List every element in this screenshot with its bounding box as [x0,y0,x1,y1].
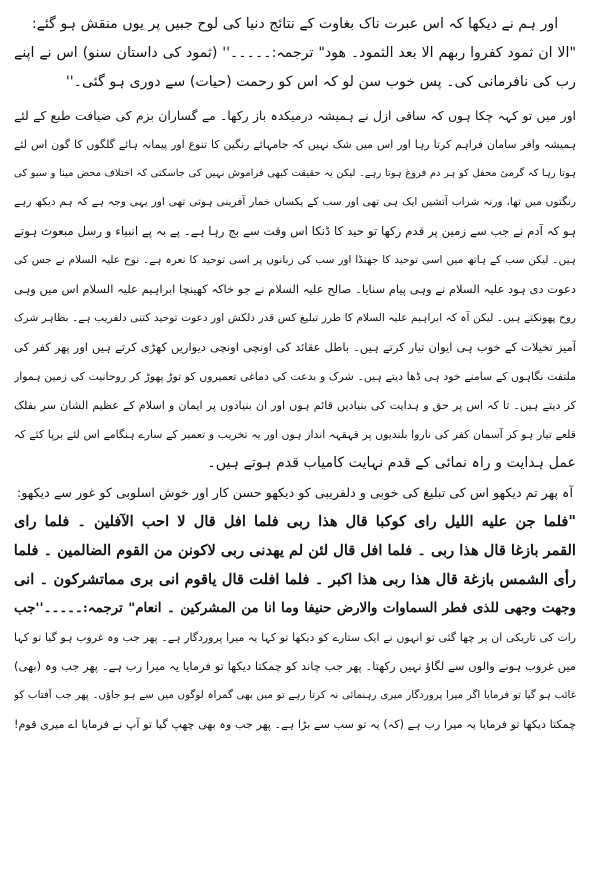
text-line: آہ پھر تم دیکھو اس کی تبلیغ کی خوبی و دلفریبی کو دیکھو حسن کار اور خوش اسلوبی کو غور سے دیکھو: [16,485,574,500]
text-line: غائب ہو گیا تو فرمایا اگر میرا پروردگار میری رہنمائی نہ کرتا رہے تو میں بھی گمراہ لوگوں میں سے ہو جاؤں۔ پھر جب آفتاب کو [14,689,576,701]
text-line: ہوتا رہا کہ گرمیٔ محفل کو ہر دم فروغ ہوتا رہے۔ لیکن یہ حقیقت کبھی فراموش نہیں کی جاسکتی کہ اختلاف محض مینا و سبو کی [14,168,576,179]
arabic-verse-line: وجهت وجهى للذى فطر السماوات والارض حنيفا وما انا من المشركين ۔ انعام" ترجمہ:۔۔۔۔۔''جب [14,600,576,616]
text-line: کر دیتے ہیں۔ تا کہ اس پر حق و ہدایت کی بنیادیں قائم ہوں اور ان بنیادوں پر ایمان و اسلام کے عظیم الشان سر بفلک [14,399,576,412]
text-line: رات کی تاریکی ان پر چھا گئی تو انہوں نے ایک ستارے کو دیکھا تو کہا یہ میرا پروردگار ہے۔ پھر جب وہ غروب ہو گیا تو کہا [14,631,576,644]
text-line: آمیز تخیلات کے خوب ہی ایوان تیار کرتے ہیں۔ باطل عقائد کی اونچی اونچی دیواریں کھڑی کرتے ہیں اور پھر کفر کی [14,340,576,354]
text-line: ہو کہ آدم نے جب سے زمین پر قدم رکھا تو حید کا ڈنکا اس وقت سے بج رہا ہے۔ پے بہ پے انبیاء و رسل مبعوث ہوتے [14,224,576,238]
text-line: میں غروب ہونے والوں سے لگاؤ نہیں رکھتا۔ پھر جب چاند کو چمکتا دیکھا تو فرمایا یہ میرا رب ہے۔ پھر جب وہ (بھی) [14,659,576,673]
arabic-verse-line: رأى الشمس بازغة قال هذا ربى هذا اكبر ۔ فلما افلت قال ياقوم انى برى مماتشركون ۔ انى [14,571,576,588]
text-line: ملتفت نگاہوں کے سامنے خود ہی ڈھا دیتے ہیں۔ شرک و بدعت کی دماغی تعمیروں کو توڑ پھوڑ کر روحانیت کی زمین ہموار [14,370,576,383]
arabic-verse-line: القمر بازغا قال هذا ربى ۔ فلما افل قال لئن لم يهدنى ربى لاكونن من القوم الضالمين ۔ فلما [14,542,576,559]
arabic-verse-line: "فلما جن عليه الليل راى كوكبا قال هذا ربى فلما افل قال لا احب الآفلين ۔ فلما راى [14,513,576,530]
text-line: اور میں تو کہہ چکا ہوں کہ ساقی ازل نے ہمیشہ درمیکدہ باز رکھا۔ مے گساران بزم کی ضیافت طبع کے لئے [14,108,576,123]
text-line: رنگتوں میں تھا، ورنہ شراب آتشیں ایک ہی تھی اور سب کے یکساں خمار آفرینی ہوتی تھی اور یہی وجہ ہے کہ ہم دیکھ رہے [14,196,576,208]
text-line: ہمیشہ وافر سامان فراہم کرتا رہا اور اس میں شک نہیں کہ جامہائے رنگین کا تنوع اور پیمانہ ہائے گلگوں کا گون اس لئے [14,138,576,151]
text-line: رب کی نافرمانی کی۔ پس خوب سن لو کہ اس کو رحمت (حیات) سے دوری ہو گئی۔'' [65,74,576,90]
text-line: "الا ان ثمود کفروا ربهم الا بعد الثمود۔ هود" ترجمہ:۔۔۔۔۔'' (ثمود کی داستان سنو) اس نے اپنے [14,45,576,61]
text-line: قلعے تیار ہو کر آسمان کفر کی ناروا بلندیوں پر قہقہہ انداز ہوں اور یہ تخریب و تعمیر کے سارے ہنگامے اس لئے برپا کئے کہ [14,428,576,441]
text-line: دعوت دی ہود علیہ السلام نے وہی پیام سنایا۔ صالح علیہ السلام نے جو خاکہ کھینچا ابراہیم علیہ السلام اس میں وہی [14,282,576,296]
text-line: روح پھونکتے ہیں۔ لیکن آہ کہ ابراہیم علیہ السلام کا طرز تبلیغ کس قدر دلکش اور دعوت توحید کتنی دلفریب ہے۔ بظاہر شرک [14,312,576,324]
text-line: اور ہم نے دیکھا کہ اس عبرت ناک بغاوت کے نتائج دنیا کی لوح جبیں پر یوں منقش ہو گئے: [31,16,559,32]
text-line: ہیں۔ لیکن سب کے ہاتھ میں اسی توحید کا جھنڈا اور سب کی زبانوں پر اسی توحید کا نعرہ ہے۔ نوح علیہ السلام نے جس کی [14,254,576,266]
text-line: عمل ہدایت و راہ نمائی کے قدم نہایت کامیاب قدم ہوتے ہیں۔ [207,455,576,471]
text-line: چمکتا دیکھا تو فرمایا یہ میرا رب ہے (کہ) یہ تو سب سے بڑا ہے۔ پھر جب وہ بھی چھپ گیا تو آپ نے فرمایا اے میری قوم! [14,718,576,731]
